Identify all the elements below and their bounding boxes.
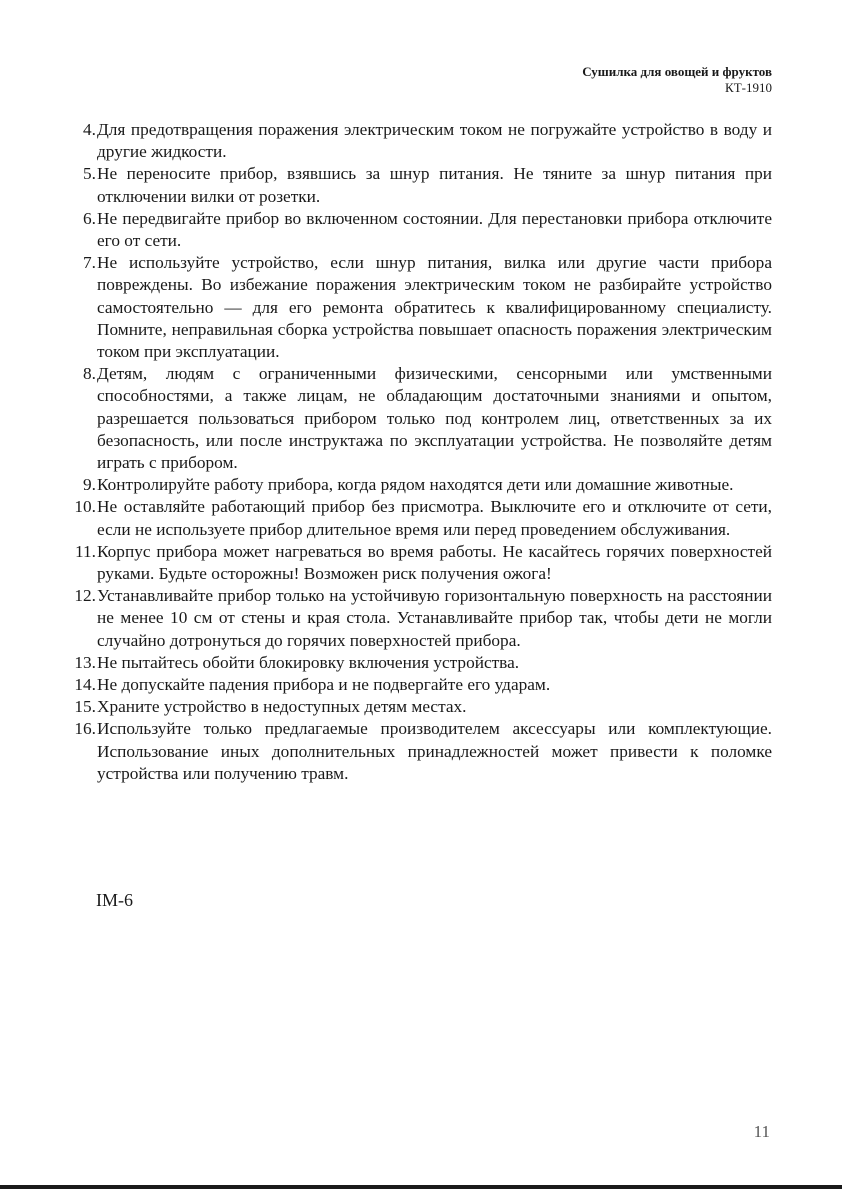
item-number: 9. [83, 475, 96, 495]
item-number: 11. [75, 541, 96, 561]
document-code: IM-6 [96, 890, 133, 910]
list-item [64, 541, 772, 585]
list-item [64, 163, 772, 207]
item-text: Используйте только предлагаемые производителем аксессуары или комплектующие. Использование иных дополнительных принадлежностей может привести к поломке устройства или получению травм. [97, 719, 772, 783]
item-text: Не переносите прибор, взявшись за шнур питания. Не тяните за шнур питания при отключении вилки от розетки. [97, 164, 772, 206]
item-number: 14. [74, 675, 96, 695]
product-model: КТ-1910 [725, 80, 772, 95]
item-text: Для предотвращения поражения электрическим током не погружайте устройство в воду и другие жидкости. [97, 120, 772, 162]
list-item [64, 585, 772, 652]
item-text: Не допускайте падения прибора и не подвергайте его ударам. [97, 675, 551, 695]
list-item [64, 252, 772, 363]
item-number: 8. [83, 364, 96, 384]
item-number: 10. [74, 497, 96, 517]
item-text: Не используйте устройство, если шнур питания, вилка или другие части прибора повреждены. Во избежание поражения электрическим током не разбирайте устройство самостоятельно — для его ремонта обратитесь к квалифицированному специалисту. Помните, неправильная сборка устройства повышает опасность поражения электрическим током при эксплуатации. [97, 253, 772, 362]
list-item [64, 208, 772, 252]
list-item [64, 474, 772, 496]
item-text: Не передвигайте прибор во включенном состоянии. Для перестановки прибора отключите его от сети. [97, 208, 772, 251]
item-text: Храните устройство в недоступных детям местах. [97, 697, 467, 717]
list-item [64, 363, 772, 474]
list-item [64, 718, 772, 785]
item-text: Устанавливайте прибор только на устойчивую горизонтальную поверхность на расстоянии не менее 10 см от стены и края стола. Устанавливайте прибор так, чтобы дети не могли случайно дотронуться до горячих поверхностей прибора. [97, 586, 772, 650]
bottom-divider [0, 1185, 842, 1189]
item-number: 5. [83, 164, 96, 184]
list-item [64, 696, 772, 718]
item-number: 15. [74, 697, 96, 717]
list-item [64, 119, 772, 163]
item-number: 4. [83, 120, 96, 139]
item-text: Не пытайтесь обойти блокировку включения устройства. [97, 652, 520, 672]
list-item [64, 674, 772, 696]
item-text: Корпус прибора может нагреваться во время работы. Не касайтесь горячих поверхностей руками. Будьте осторожны! Возможен риск получения ожога! [97, 541, 772, 584]
item-number: 6. [83, 208, 96, 228]
item-text: Контролируйте работу прибора, когда рядом находятся дети или домашние животные. [97, 475, 734, 495]
item-text: Детям, людям с ограниченными физическими, сенсорными или умственными способностями, а также лицам, не обладающим достаточными знаниями и опытом, разрешается пользоваться прибором только под контролем лиц, ответственных за их безопасность, или после инструктажа по эксплуатации устройства. Не позволяйте детям играть с прибором. [97, 364, 772, 473]
safety-instructions-list [64, 119, 772, 785]
list-item [64, 496, 772, 540]
page-header [582, 64, 772, 96]
item-number: 16. [74, 719, 96, 739]
item-number: 12. [74, 586, 96, 606]
item-number: 13. [74, 652, 96, 672]
item-text: Не оставляйте работающий прибор без присмотра. Выключите его и отключите от сети, если не используете прибор длительное время или перед проведением обслуживания. [97, 497, 772, 539]
item-number: 7. [83, 253, 96, 273]
list-item [64, 652, 772, 674]
page-number: 11 [753, 1122, 770, 1141]
product-title: Сушилка для овощей и фруктов [582, 64, 772, 79]
